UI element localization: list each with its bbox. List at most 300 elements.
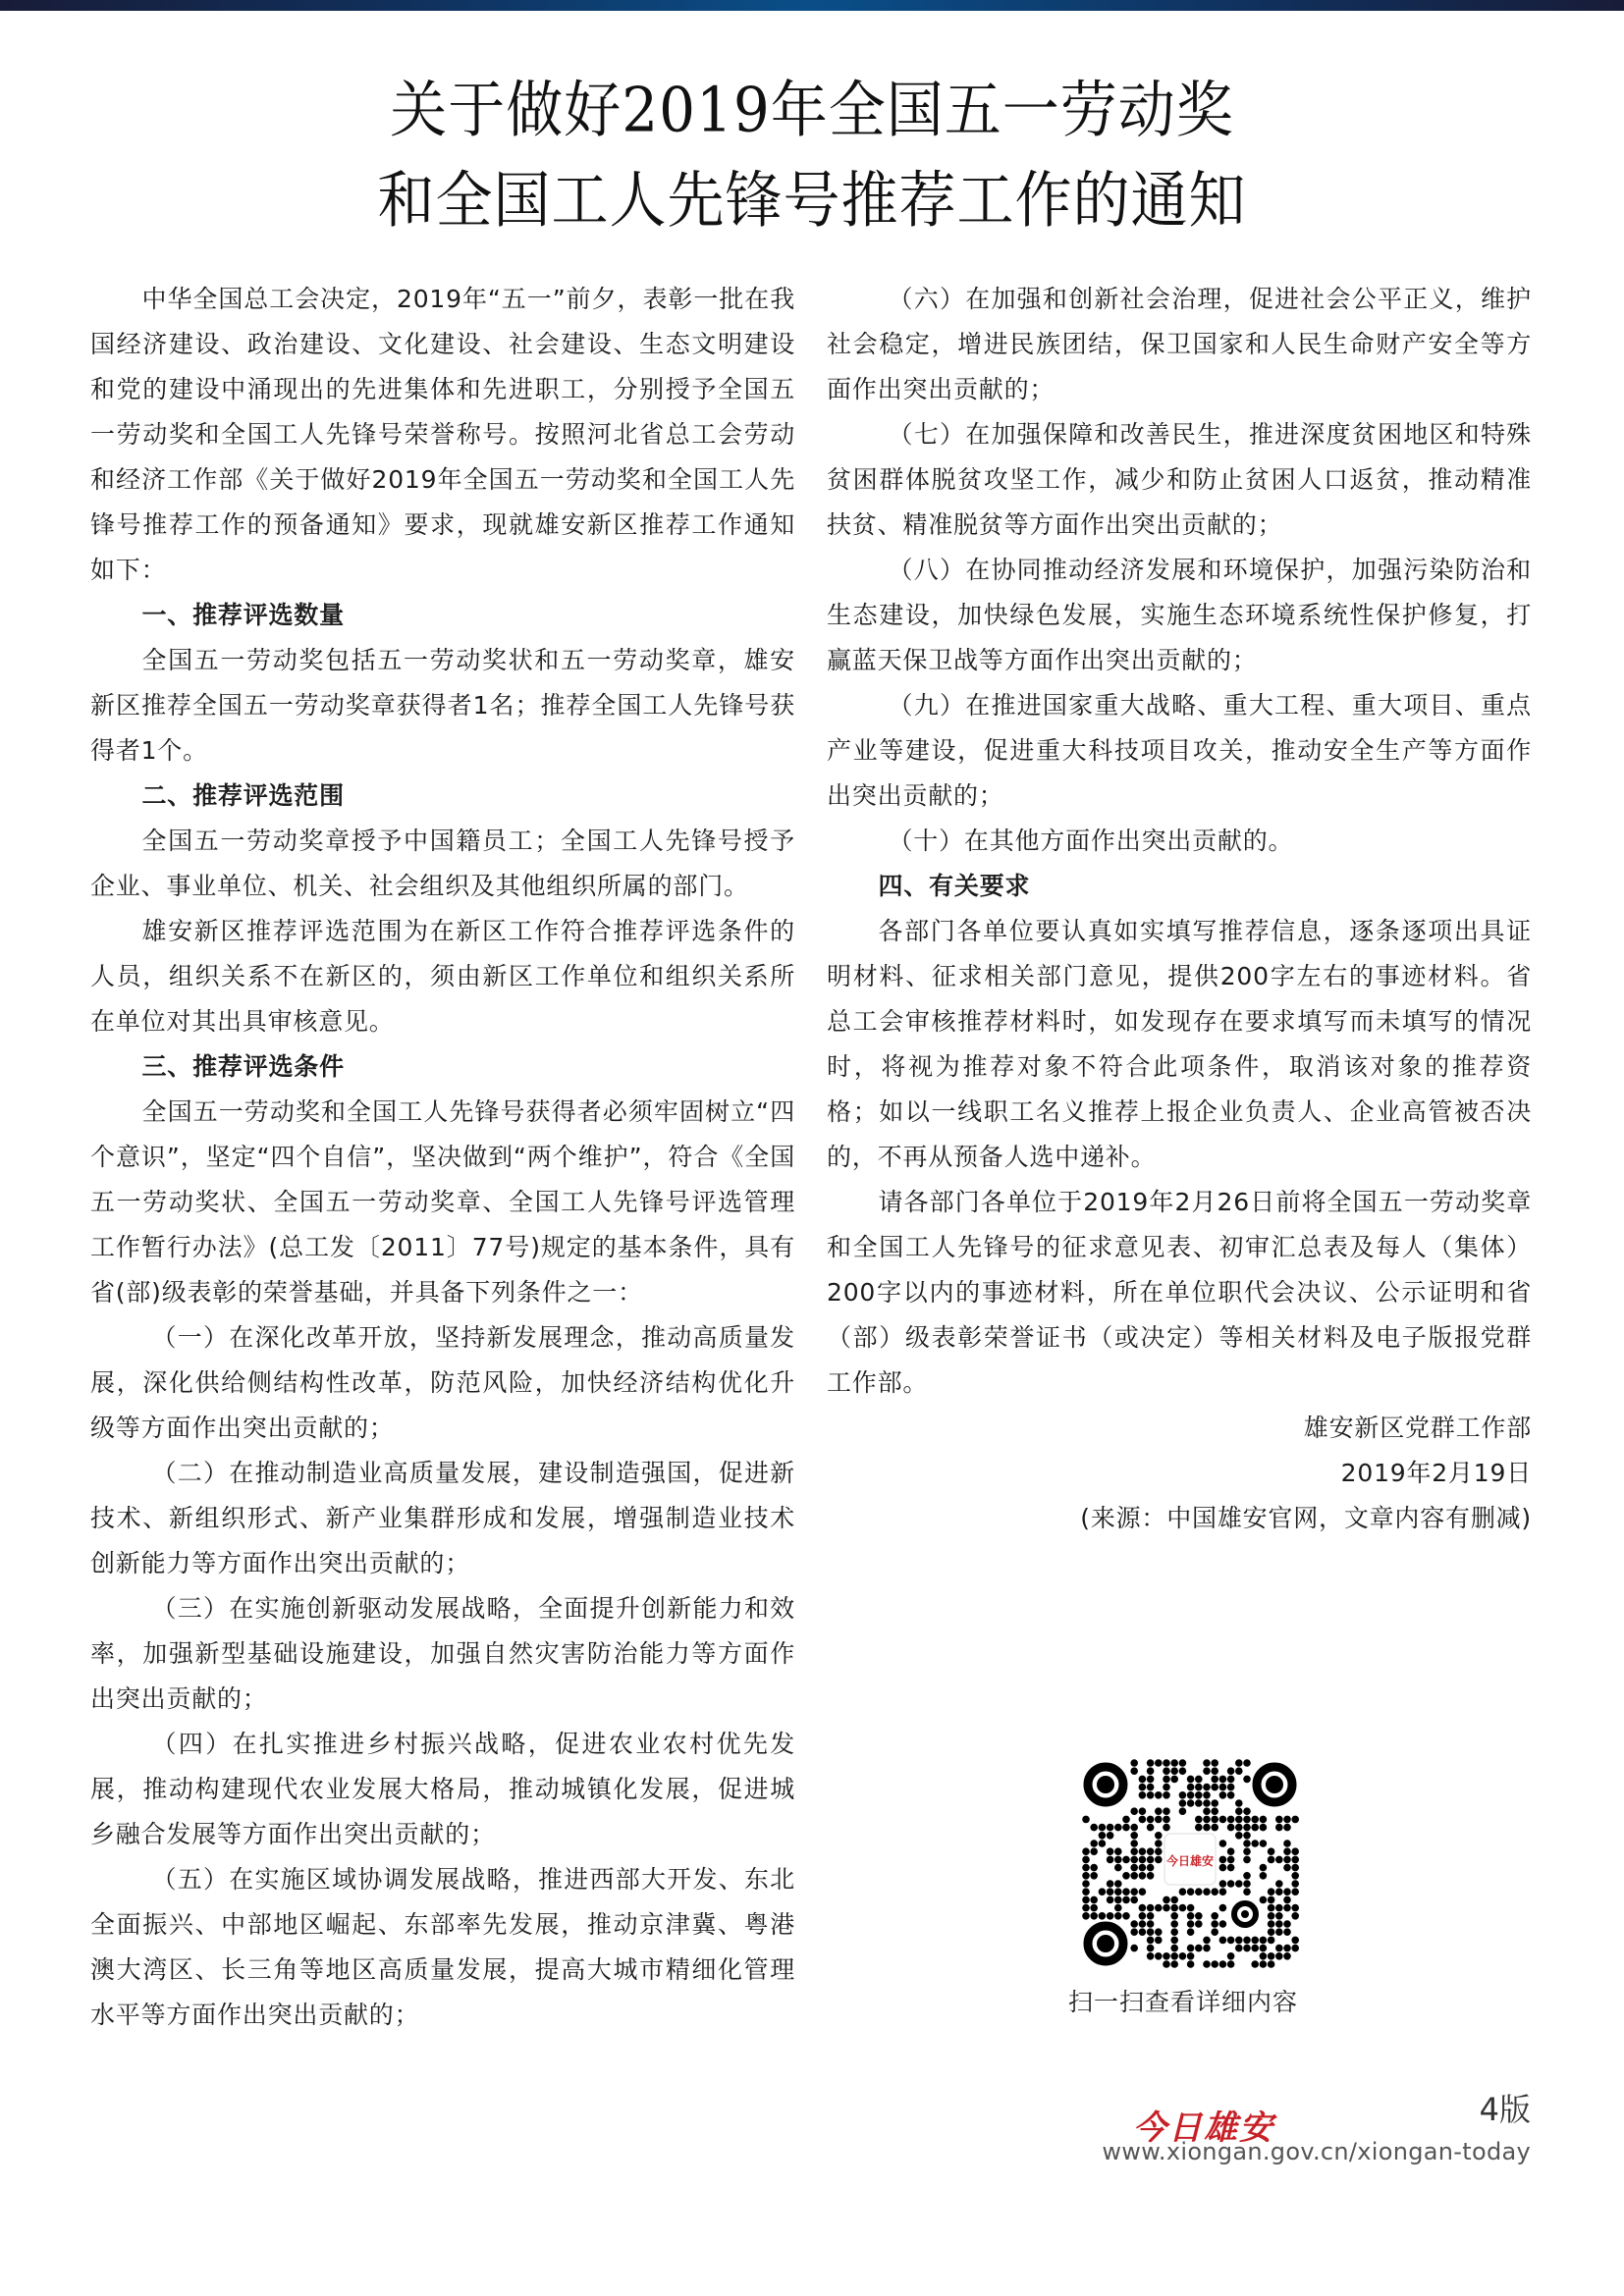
qr-module [1147, 1759, 1155, 1767]
qr-module [1170, 1960, 1178, 1968]
qr-module [1179, 1807, 1187, 1815]
qr-module [1130, 1847, 1138, 1855]
qr-module [1130, 1807, 1138, 1815]
qr-module [1114, 1880, 1122, 1888]
qr-module [1179, 1767, 1187, 1775]
qr-module [1283, 1888, 1291, 1896]
qr-module [1291, 1856, 1299, 1864]
qr-module [1139, 1920, 1147, 1928]
qr-logo-text: 今日雄安 [1165, 1854, 1215, 1868]
qr-module [1227, 1816, 1235, 1824]
qr-module [1179, 1759, 1187, 1767]
source-note: (来源：中国雄安官网，文章内容有删减) [1080, 1504, 1532, 1532]
qr-module [1122, 1888, 1130, 1896]
qr-module [1170, 1937, 1178, 1945]
qr-module [1130, 1824, 1138, 1832]
qr-module [1260, 1840, 1268, 1847]
qr-module [1187, 1960, 1195, 1968]
qr-module [1291, 1880, 1299, 1888]
qr-module [1155, 1856, 1163, 1864]
qr-module [1187, 1791, 1195, 1799]
qr-module [1211, 1928, 1218, 1936]
qr-module [1195, 1945, 1203, 1952]
section-3-paragraph: 全国五一劳动奖和全国工人先锋号获得者必须牢固树立“四个意识”，坚定“四个自信”，坚决做到“两个维护”，符合《全国五一劳动奖状、全国五一劳动奖章、全国工人先锋号评选管理工作暂行办法》(总工发〔2011〕77号)规定的基本条件，具有省(部)级表彰的荣誉基础，并具备下列条件之一： [90, 1097, 795, 1307]
qr-module [1291, 1872, 1299, 1880]
qr-module [1163, 1960, 1170, 1968]
qr-module [1163, 1807, 1170, 1815]
qr-module [1227, 1824, 1235, 1832]
qr-module [1090, 1904, 1098, 1912]
qr-module [1122, 1872, 1130, 1880]
qr-module [1147, 1824, 1155, 1832]
qr-module [1275, 1952, 1283, 1960]
qr-module [1235, 1799, 1243, 1807]
qr-module [1227, 1791, 1235, 1799]
qr-module [1139, 1888, 1147, 1896]
qr-module [1163, 1896, 1170, 1904]
qr-module [1163, 1759, 1170, 1767]
qr-module [1090, 1864, 1098, 1872]
qr-module [1130, 1872, 1138, 1880]
qr-module [1203, 1937, 1211, 1945]
qr-module [1163, 1824, 1170, 1832]
qr-module [1114, 1824, 1122, 1832]
qr-module [1243, 1888, 1251, 1896]
qr-module [1082, 1880, 1090, 1888]
qr-module [1130, 1767, 1138, 1775]
qr-module [1082, 1904, 1090, 1912]
qr-module [1130, 1928, 1138, 1936]
intro-paragraph: 中华全国总工会决定，2019年“五一”前夕，表彰一批在我国经济建设、政治建设、文化建设、社会建设、生态文明建设和党的建设中涌现出的先进集体和先进职工，分别授予全国五一劳动奖和全国工人先锋号荣誉称号。按照河北省总工会劳动和经济工作部《关于做好2019年全国五一劳动奖和全国工人先锋号推荐工作的预备通知》要求，现就雄安新区推荐工作通知如下： [90, 285, 795, 584]
qr-module [1187, 1904, 1195, 1912]
qr-module [1260, 1816, 1268, 1824]
section-1-paragraph: 全国五一劳动奖包括五一劳动奖状和五一劳动奖章，雄安新区推荐全国五一劳动奖章获得者1名；推荐全国工人先锋号获得者1个。 [90, 646, 795, 765]
qr-module [1147, 1767, 1155, 1775]
qr-module [1139, 1928, 1147, 1936]
qr-module [1283, 1920, 1291, 1928]
qr-module [1283, 1840, 1291, 1847]
qr-module [1187, 1888, 1195, 1896]
section-heading-2: 二、推荐评选范围 [141, 781, 345, 810]
qr-module [1211, 1799, 1218, 1807]
section-2-paragraph-b: 雄安新区推荐评选范围为在新区工作符合推荐评选条件的人员，组织关系不在新区的，须由新区工作单位和组织关系所在单位对其出具审核意见。 [90, 917, 795, 1036]
qr-module [1268, 1960, 1275, 1968]
qr-module [1227, 1847, 1235, 1855]
signature-date: 2019年2月19日 [1340, 1459, 1532, 1487]
qr-module [1219, 1920, 1227, 1928]
qr-module [1187, 1945, 1195, 1952]
qr-module [1291, 1904, 1299, 1912]
qr-module [1243, 1759, 1251, 1767]
condition-item: （四）在扎实推进乡村振兴战略，促进农业农村优先发展，推动构建现代农业发展大格局，推动城镇化发展，促进城乡融合发展等方面作出突出贡献的； [90, 1730, 795, 1848]
qr-module [1235, 1807, 1243, 1815]
qr-module [1195, 1912, 1203, 1920]
qr-module [1130, 1832, 1138, 1840]
qr-module [1203, 1816, 1211, 1824]
qr-module [1187, 1912, 1195, 1920]
qr-module [1283, 1824, 1291, 1832]
qr-module [1195, 1799, 1203, 1807]
top-banner-bar [0, 0, 1624, 11]
qr-module [1219, 1937, 1227, 1945]
qr-module [1170, 1945, 1178, 1952]
qr-module [1090, 1824, 1098, 1832]
qr-module [1243, 1824, 1251, 1832]
qr-module [1219, 1880, 1227, 1888]
qr-module [1268, 1920, 1275, 1928]
qr-module [1235, 1945, 1243, 1952]
qr-module [1291, 1816, 1299, 1824]
qr-module [1268, 1904, 1275, 1912]
qr-module [1139, 1816, 1147, 1824]
qr-module [1082, 1888, 1090, 1896]
qr-module [1155, 1816, 1163, 1824]
qr-module [1114, 1864, 1122, 1872]
qr-module [1195, 1791, 1203, 1799]
qr-module [1090, 1840, 1098, 1847]
qr-module [1219, 1791, 1227, 1799]
qr-module [1099, 1888, 1107, 1896]
qr-module [1227, 1960, 1235, 1968]
qr-module [1268, 1928, 1275, 1936]
qr-module [1090, 1912, 1098, 1920]
qr-module [1090, 1896, 1098, 1904]
qr-module [1099, 1912, 1107, 1920]
section-4-paragraph-a: 各部门各单位要认真如实填写推荐信息，逐条逐项出具证明材料、征求相关部门意见，提供200字左右的事迹材料。省总工会审核推荐材料时，如发现存在要求填写而未填写的情况时，将视为推荐对象不符合此项条件，取消该对象的推荐资格；如以一线职工名义推荐上报企业负责人、企业高管被否决的，不再从预备人选中递补。 [827, 917, 1532, 1171]
qr-module [1260, 1960, 1268, 1968]
qr-module [1251, 1840, 1259, 1847]
qr-module [1291, 1864, 1299, 1872]
qr-module [1235, 1937, 1243, 1945]
qr-module [1275, 1928, 1283, 1936]
qr-module [1139, 1791, 1147, 1799]
qr-module [1170, 1776, 1178, 1784]
qr-module [1147, 1784, 1155, 1791]
qr-module [1243, 1832, 1251, 1840]
qr-module [1163, 1776, 1170, 1784]
qr-module [1203, 1960, 1211, 1968]
qr-module [1211, 1824, 1218, 1832]
qr-module [1268, 1896, 1275, 1904]
qr-module [1163, 1784, 1170, 1791]
qr-module [1130, 1920, 1138, 1928]
qr-module [1122, 1856, 1130, 1864]
condition-item: （五）在实施区域协调发展战略，推进西部大开发、东北全面振兴、中部地区崛起、东部率先发展，推动京津冀、粤港澳大湾区、长三角等地区高质量发展，提高大城市精细化管理水平等方面作出突出贡献的； [90, 1865, 795, 2029]
qr-module [1275, 1816, 1283, 1824]
qr-module [1268, 1952, 1275, 1960]
qr-module [1147, 1847, 1155, 1855]
qr-module [1130, 1896, 1138, 1904]
qr-module [1219, 1888, 1227, 1896]
signature-department: 雄安新区党群工作部 [1303, 1414, 1532, 1442]
qr-module [1170, 1767, 1178, 1775]
qr-module [1211, 1960, 1218, 1968]
condition-item: （九）在推进国家重大战略、重大工程、重大项目、重点产业等建设，促进重大科技项目攻关，推动安全生产等方面作出突出贡献的； [827, 691, 1532, 810]
qr-module [1195, 1776, 1203, 1784]
qr-module [1243, 1872, 1251, 1880]
qr-module [1130, 1856, 1138, 1864]
condition-item: （八）在协同推动经济发展和环境保护，加强污染防治和生态建设，加快绿色发展，实施生态环境系统性保护修复，打赢蓝天保卫战等方面作出突出贡献的； [827, 556, 1532, 674]
qr-module [1170, 1896, 1178, 1904]
condition-item: （三）在实施创新驱动发展战略，全面提升创新能力和效率，加强新型基础设施建设，加强自然灾害防治能力等方面作出突出贡献的； [90, 1594, 795, 1713]
qr-module [1147, 1952, 1155, 1960]
qr-module [1235, 1759, 1243, 1767]
qr-module [1107, 1847, 1114, 1855]
qr-module [1163, 1767, 1170, 1775]
qr-module [1147, 1904, 1155, 1912]
qr-module [1227, 1784, 1235, 1791]
qr-module [1235, 1824, 1243, 1832]
qr-module [1195, 1888, 1203, 1896]
qr-module [1114, 1847, 1122, 1855]
qr-module [1243, 1880, 1251, 1888]
qr-module [1195, 1824, 1203, 1832]
qr-module [1235, 1767, 1243, 1775]
qr-module [1283, 1896, 1291, 1904]
qr-module [1203, 1759, 1211, 1767]
qr-module [1251, 1937, 1259, 1945]
qr-module [1260, 1945, 1268, 1952]
qr-module [1251, 1945, 1259, 1952]
qr-module [1163, 1952, 1170, 1960]
qr-module [1122, 1824, 1130, 1832]
qr-code[interactable] [1080, 1759, 1300, 1969]
qr-module [1130, 1840, 1138, 1847]
qr-module [1114, 1896, 1122, 1904]
qr-module [1243, 1807, 1251, 1815]
qr-module [1082, 1896, 1090, 1904]
qr-module [1227, 1937, 1235, 1945]
qr-module [1155, 1832, 1163, 1840]
qr-module [1170, 1904, 1178, 1912]
qr-module [1275, 1888, 1283, 1896]
qr-module [1107, 1856, 1114, 1864]
qr-module [1122, 1896, 1130, 1904]
qr-module [1155, 1937, 1163, 1945]
qr-module [1275, 1904, 1283, 1912]
qr-module [1283, 1904, 1291, 1912]
condition-item: （十）在其他方面作出突出贡献的。 [888, 827, 1294, 855]
qr-module [1179, 1952, 1187, 1960]
section-2-paragraph-a: 全国五一劳动奖章授予中国籍员工；全国工人先锋号授予企业、事业单位、机关、社会组织及其他组织所属的部门。 [90, 827, 795, 900]
qr-module [1130, 1945, 1138, 1952]
qr-module [1107, 1832, 1114, 1840]
qr-module [1283, 1864, 1291, 1872]
condition-item: （二）在推动制造业高质量发展，建设制造强国，促进新技术、新组织形式、新产业集群形成和发展，增强制造业技术创新能力等方面作出突出贡献的； [90, 1459, 795, 1577]
qr-module [1260, 1896, 1268, 1904]
qr-module [1147, 1912, 1155, 1920]
qr-module [1235, 1832, 1243, 1840]
qr-module [1219, 1960, 1227, 1968]
qr-module [1211, 1816, 1218, 1824]
qr-module [1283, 1856, 1291, 1864]
qr-module [1203, 1824, 1211, 1832]
qr-module [1203, 1784, 1211, 1791]
qr-module [1195, 1784, 1203, 1791]
brand-logo: 今日雄安 [1133, 2109, 1274, 2148]
qr-module [1283, 1952, 1291, 1960]
qr-module [1179, 1799, 1187, 1807]
qr-module [1203, 1767, 1211, 1775]
qr-module [1211, 1807, 1218, 1815]
qr-module [1203, 1791, 1211, 1799]
qr-module [1155, 1807, 1163, 1815]
condition-item: （六）在加强和创新社会治理，促进社会公平正义，维护社会稳定，增进民族团结，保卫国家和人民生命财产安全等方面作出突出贡献的； [827, 285, 1532, 403]
qr-module [1187, 1799, 1195, 1807]
qr-module [1291, 1945, 1299, 1952]
qr-module [1163, 1816, 1170, 1824]
qr-module [1179, 1791, 1187, 1799]
qr-module [1195, 1816, 1203, 1824]
qr-module [1219, 1816, 1227, 1824]
qr-module [1235, 1880, 1243, 1888]
qr-module [1219, 1904, 1227, 1912]
qr-module [1275, 1912, 1283, 1920]
qr-module [1283, 1945, 1291, 1952]
qr-module [1187, 1920, 1195, 1928]
qr-module [1163, 1791, 1170, 1799]
qr-module [1283, 1847, 1291, 1855]
title-line-2: 和全国工人先锋号推荐工作的通知 [377, 164, 1247, 237]
qr-module [1107, 1912, 1114, 1920]
qr-module [1211, 1784, 1218, 1791]
title-line-1: 关于做好2019年全国五一劳动奖 [390, 74, 1234, 146]
qr-module [1211, 1759, 1218, 1767]
qr-module [1268, 1856, 1275, 1864]
qr-module [1155, 1847, 1163, 1855]
qr-module [1275, 1945, 1283, 1952]
qr-module [1114, 1912, 1122, 1920]
qr-module [1147, 1945, 1155, 1952]
qr-module [1179, 1904, 1187, 1912]
footer-url[interactable]: www.xiongan.gov.cn/xiongan-today [1102, 2138, 1531, 2165]
qr-module [1155, 1904, 1163, 1912]
qr-module [1243, 1816, 1251, 1824]
qr-module [1170, 1952, 1178, 1960]
qr-module [1203, 1799, 1211, 1807]
qr-module [1107, 1896, 1114, 1904]
qr-module [1227, 1767, 1235, 1775]
section-heading-4: 四、有关要求 [878, 872, 1031, 900]
qr-module [1082, 1912, 1090, 1920]
qr-module [1099, 1840, 1107, 1847]
qr-module [1291, 1912, 1299, 1920]
qr-module [1243, 1937, 1251, 1945]
qr-module [1179, 1888, 1187, 1896]
qr-module [1114, 1888, 1122, 1896]
qr-module [1170, 1759, 1178, 1767]
qr-module [1147, 1856, 1155, 1864]
qr-module [1163, 1904, 1170, 1912]
qr-module [1268, 1847, 1275, 1855]
qr-module [1155, 1840, 1163, 1847]
right-column [827, 277, 1532, 1541]
qr-module [1260, 1824, 1268, 1832]
qr-module [1187, 1952, 1195, 1960]
qr-module [1082, 1856, 1090, 1864]
qr-module [1268, 1888, 1275, 1896]
qr-module [1155, 1928, 1163, 1936]
qr-module [1090, 1847, 1098, 1855]
qr-module [1130, 1864, 1138, 1872]
qr-module [1243, 1776, 1251, 1784]
qr-module [1291, 1847, 1299, 1855]
qr-module [1243, 1847, 1251, 1855]
qr-module [1211, 1912, 1218, 1920]
qr-module [1082, 1816, 1090, 1824]
qr-module [1243, 1945, 1251, 1952]
qr-module [1090, 1872, 1098, 1880]
qr-module [1203, 1807, 1211, 1815]
qr-module [1203, 1945, 1211, 1952]
qr-module [1147, 1864, 1155, 1872]
qr-module [1211, 1776, 1218, 1784]
qr-module [1260, 1864, 1268, 1872]
qr-module [1243, 1840, 1251, 1847]
qr-module [1107, 1888, 1114, 1896]
qr-module [1275, 1880, 1283, 1888]
section-heading-1: 一、推荐评选数量 [141, 601, 345, 629]
condition-item: （七）在加强保障和改善民生，推进深度贫困地区和特殊贫困群体脱贫攻坚工作，减少和防止贫困人口返贫，推动精准扶贫、精准脱贫等方面作出突出贡献的； [827, 420, 1532, 539]
qr-module [1219, 1784, 1227, 1791]
condition-item: （一）在深化改革开放，坚持新发展理念，推动高质量发展，深化供给侧结构性改革，防范风险，加快经济结构优化升级等方面作出突出贡献的； [90, 1323, 795, 1442]
qr-module [1235, 1816, 1243, 1824]
qr-module [1219, 1864, 1227, 1872]
qr-module [1211, 1767, 1218, 1775]
qr-module [1147, 1928, 1155, 1936]
qr-module [1155, 1791, 1163, 1799]
qr-module [1082, 1872, 1090, 1880]
section-4-paragraph-b: 请各部门各单位于2019年2月26日前将全国五一劳动奖章和全国工人先锋号的征求意见表、初审汇总表及每人（集体）200字以内的事迹材料，所在单位职代会决议、公示证明和省（部）级表彰荣誉证书（或决定）等相关材料及电子版报党群工作部。 [827, 1188, 1532, 1397]
qr-module [1114, 1904, 1122, 1912]
qr-module [1260, 1952, 1268, 1960]
qr-module [1170, 1928, 1178, 1936]
qr-module [1227, 1776, 1235, 1784]
qr-module [1219, 1776, 1227, 1784]
qr-module [1155, 1759, 1163, 1767]
qr-module [1203, 1888, 1211, 1896]
qr-module [1243, 1856, 1251, 1864]
qr-module [1139, 1904, 1147, 1912]
qr-module [1260, 1872, 1268, 1880]
qr-module [1219, 1856, 1227, 1864]
qr-module [1283, 1816, 1291, 1824]
qr-module [1139, 1912, 1147, 1920]
qr-module [1268, 1912, 1275, 1920]
qr-module [1195, 1920, 1203, 1928]
qr-module [1147, 1816, 1155, 1824]
qr-module [1187, 1784, 1195, 1791]
qr-module [1130, 1759, 1138, 1767]
qr-module [1268, 1937, 1275, 1945]
qr-module [1211, 1888, 1218, 1896]
qr-module [1082, 1847, 1090, 1855]
qr-module [1251, 1960, 1259, 1968]
qr-module [1107, 1824, 1114, 1832]
qr-module [1139, 1872, 1147, 1880]
qr-module [1170, 1920, 1178, 1928]
qr-code-graphic [1080, 1759, 1300, 1969]
article-title [0, 65, 1624, 245]
qr-module [1275, 1856, 1283, 1864]
qr-module [1147, 1937, 1155, 1945]
page-number: 4版 [1479, 2091, 1531, 2128]
qr-module [1227, 1952, 1235, 1960]
qr-module [1130, 1888, 1138, 1896]
qr-module [1122, 1912, 1130, 1920]
qr-module [1219, 1840, 1227, 1847]
qr-module [1082, 1864, 1090, 1872]
